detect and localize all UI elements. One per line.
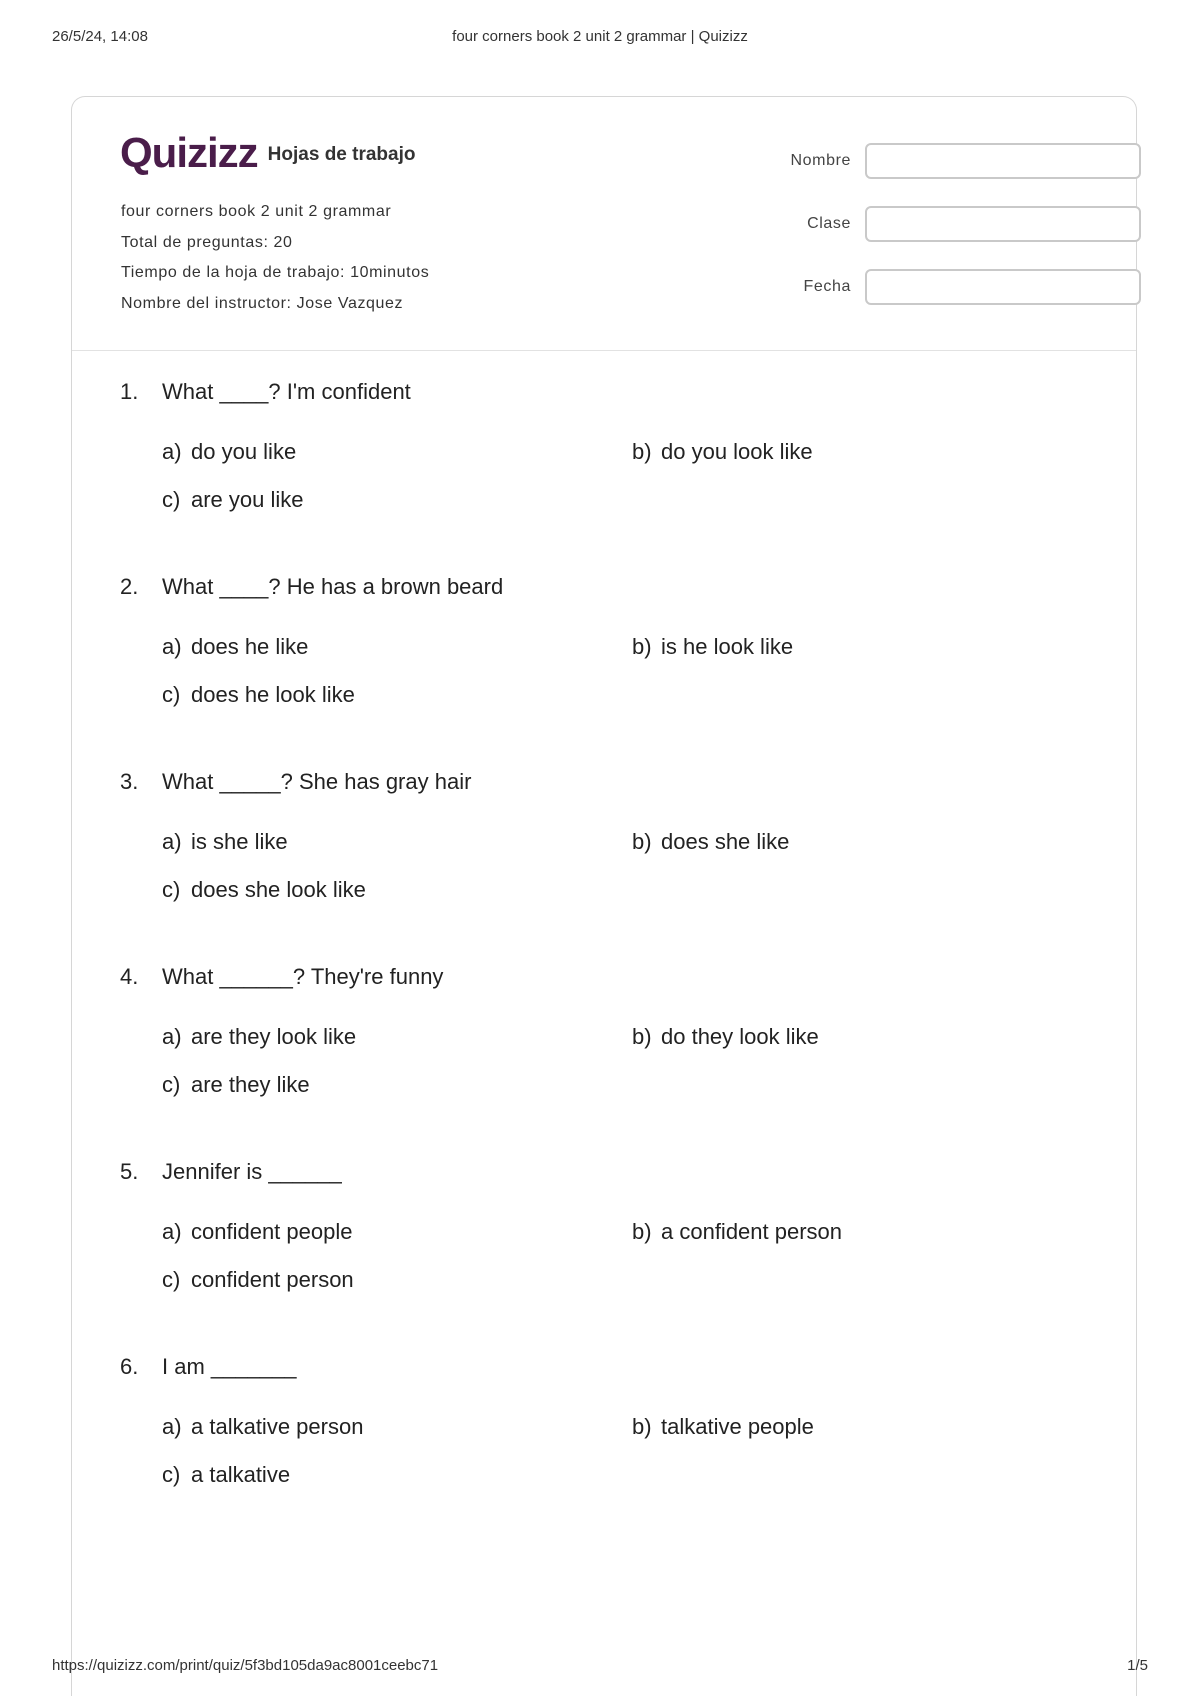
class-field-row [732, 206, 1141, 242]
option-letter: a) [162, 1414, 182, 1439]
question-text [120, 1352, 297, 1382]
worksheet-header [72, 97, 1136, 351]
worksheet-time: Tiempo de la hoja de trabajo: 10minutos [121, 264, 430, 281]
brand [120, 129, 416, 176]
question-number: 2. [120, 574, 139, 599]
option-b[interactable] [632, 437, 813, 467]
option-letter: b) [632, 1414, 652, 1439]
name-field-row [732, 143, 1141, 179]
question-number: 5. [120, 1159, 139, 1184]
option-text: confident people [191, 1219, 353, 1244]
question-prompt: Jennifer is ______ [162, 1159, 342, 1184]
option-a[interactable] [162, 437, 296, 467]
question-number: 4. [120, 964, 139, 989]
worksheet-type: Hojas de trabajo [267, 144, 416, 165]
date-label: Fecha [803, 278, 851, 295]
option-letter: b) [632, 1219, 652, 1244]
class-label: Clase [807, 215, 851, 232]
option-text: does she like [661, 829, 790, 854]
option-a[interactable] [162, 1217, 352, 1247]
option-b[interactable] [632, 1412, 814, 1442]
question-5 [120, 1157, 1096, 1352]
option-text: are they look like [191, 1024, 357, 1049]
date-field-row [732, 269, 1141, 305]
worksheet [71, 96, 1137, 1696]
option-text: a talkative [191, 1462, 291, 1487]
question-2 [120, 572, 1096, 767]
question-prompt: What ____? He has a brown beard [162, 574, 504, 599]
option-letter: c) [162, 877, 181, 902]
question-1 [120, 377, 1096, 572]
option-text: is she like [191, 829, 288, 854]
total-questions: Total de preguntas: 20 [121, 233, 293, 251]
option-b[interactable] [632, 827, 789, 857]
option-c[interactable] [162, 1070, 310, 1100]
option-letter: c) [162, 487, 181, 512]
option-text: confident person [191, 1267, 354, 1292]
question-text [120, 377, 411, 407]
option-letter: b) [632, 634, 652, 659]
quiz-title: four corners book 2 unit 2 grammar [121, 203, 392, 220]
option-text: do they look like [661, 1024, 819, 1049]
option-letter: a) [162, 1219, 182, 1244]
question-text [120, 572, 503, 602]
option-c[interactable] [162, 875, 366, 905]
option-c[interactable] [162, 485, 304, 515]
option-letter: b) [632, 829, 652, 854]
question-text [120, 962, 443, 992]
quiz-meta [121, 197, 429, 319]
name-input[interactable] [865, 143, 1141, 179]
option-text: talkative people [661, 1414, 814, 1439]
option-b[interactable] [632, 632, 793, 662]
option-text: a confident person [661, 1219, 843, 1244]
option-c[interactable] [162, 1265, 354, 1295]
option-a[interactable] [162, 632, 308, 662]
option-letter: c) [162, 682, 181, 707]
question-text [120, 767, 471, 797]
question-3 [120, 767, 1096, 962]
question-4 [120, 962, 1096, 1157]
quizizz-logo: Quizizz [120, 129, 258, 176]
option-c[interactable] [162, 680, 355, 710]
print-header [52, 28, 1148, 48]
option-text: are you like [191, 487, 304, 512]
option-text: are they like [191, 1072, 310, 1097]
question-prompt: What _____? She has gray hair [162, 769, 472, 794]
class-input[interactable] [865, 206, 1141, 242]
question-list [120, 377, 1096, 1547]
option-letter: a) [162, 829, 182, 854]
option-text: is he look like [661, 634, 794, 659]
date-input[interactable] [865, 269, 1141, 305]
page-count: 1/5 [1127, 1657, 1148, 1674]
question-prompt: What ____? I'm confident [162, 379, 411, 404]
option-text: does she look like [191, 877, 366, 902]
option-a[interactable] [162, 827, 288, 857]
option-text: do you like [191, 439, 297, 464]
option-text: a talkative person [191, 1414, 364, 1439]
option-text: does he look like [191, 682, 355, 707]
option-b[interactable] [632, 1217, 842, 1247]
question-text [120, 1157, 342, 1187]
option-letter: a) [162, 1024, 182, 1049]
question-number: 6. [120, 1354, 139, 1379]
option-text: does he like [191, 634, 309, 659]
option-letter: b) [632, 1024, 652, 1049]
instructor-name: Nombre del instructor: Jose Vazquez [121, 294, 404, 312]
option-letter: c) [162, 1462, 181, 1487]
option-letter: c) [162, 1267, 181, 1292]
print-title: four corners book 2 unit 2 grammar | Quizizz [452, 28, 748, 45]
question-6 [120, 1352, 1096, 1547]
print-footer [52, 1657, 1148, 1677]
option-c[interactable] [162, 1460, 290, 1490]
print-url: https://quizizz.com/print/quiz/5f3bd105da9ac8001ceebc71 [52, 1657, 439, 1674]
option-a[interactable] [162, 1412, 363, 1442]
question-number: 3. [120, 769, 139, 794]
option-text: do you look like [661, 439, 813, 464]
question-prompt: I am _______ [162, 1354, 297, 1379]
option-letter: c) [162, 1072, 181, 1097]
option-letter: a) [162, 634, 182, 659]
question-number: 1. [120, 379, 139, 404]
name-label: Nombre [790, 152, 851, 169]
option-letter: b) [632, 439, 652, 464]
option-b[interactable] [632, 1022, 819, 1052]
question-prompt: What ______? They're funny [162, 964, 444, 989]
option-letter: a) [162, 439, 182, 464]
print-date: 26/5/24, 14:08 [52, 28, 148, 45]
option-a[interactable] [162, 1022, 356, 1052]
